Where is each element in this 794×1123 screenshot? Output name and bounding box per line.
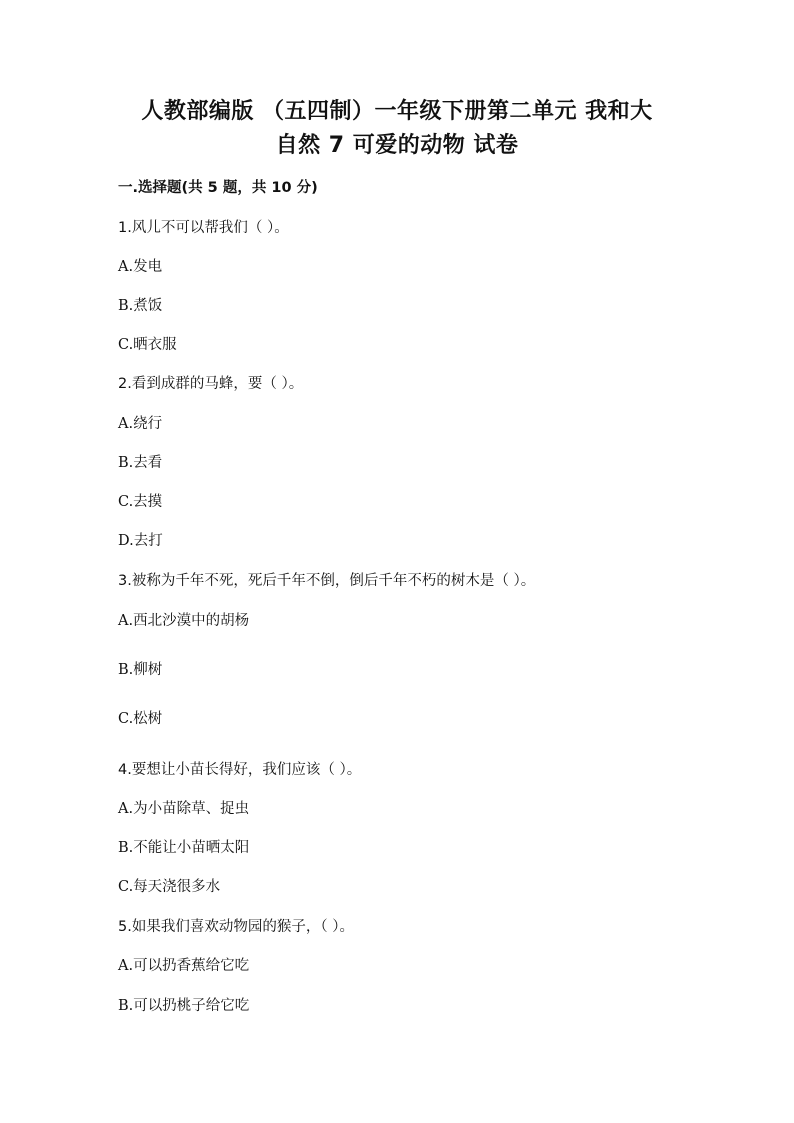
question-3-option-c: C.松树 xyxy=(118,711,163,727)
question-5-option-b: B.可以扔桃子给它吃 xyxy=(118,998,250,1014)
question-2-option-a: A.绕行 xyxy=(118,416,163,432)
section-heading: 一.选择题(共 5 题，共 10 分) xyxy=(118,180,318,196)
question-4-option-a: A.为小苗除草、捉虫 xyxy=(118,801,250,817)
question-1-option-b: B.煮饭 xyxy=(118,298,163,314)
question-5-stem: 5.如果我们喜欢动物园的猴子，（ ）。 xyxy=(118,919,354,935)
question-4-option-c: C.每天浇很多水 xyxy=(118,879,221,895)
question-2-option-b: B.去看 xyxy=(118,455,163,471)
question-3-stem: 3.被称为千年不死，死后千年不倒，倒后千年不朽的树木是（ ）。 xyxy=(118,573,536,589)
question-4-option-b: B.不能让小苗晒太阳 xyxy=(118,840,250,856)
question-3-option-b: B.柳树 xyxy=(118,662,163,678)
question-2-stem: 2.看到成群的马蜂，要（ ）。 xyxy=(118,376,304,392)
question-5-option-a: A.可以扔香蕉给它吃 xyxy=(118,958,250,974)
question-1-option-a: A.发电 xyxy=(118,259,163,275)
question-3-option-a: A.西北沙漠中的胡杨 xyxy=(118,613,250,629)
question-2-option-d: D.去打 xyxy=(118,533,163,549)
page-title-line-2: 自然 7 可爱的动物 试卷 xyxy=(275,133,519,158)
question-1-option-c: C.晒衣服 xyxy=(118,337,177,353)
page-title-line-1: 人教部编版 （五四制）一年级下册第二单元 我和大 xyxy=(141,99,653,124)
question-1-stem: 1.风儿不可以帮我们（ ）。 xyxy=(118,220,289,236)
question-2-option-c: C.去摸 xyxy=(118,494,163,510)
question-4-stem: 4.要想让小苗长得好，我们应该（ ）。 xyxy=(118,762,362,778)
